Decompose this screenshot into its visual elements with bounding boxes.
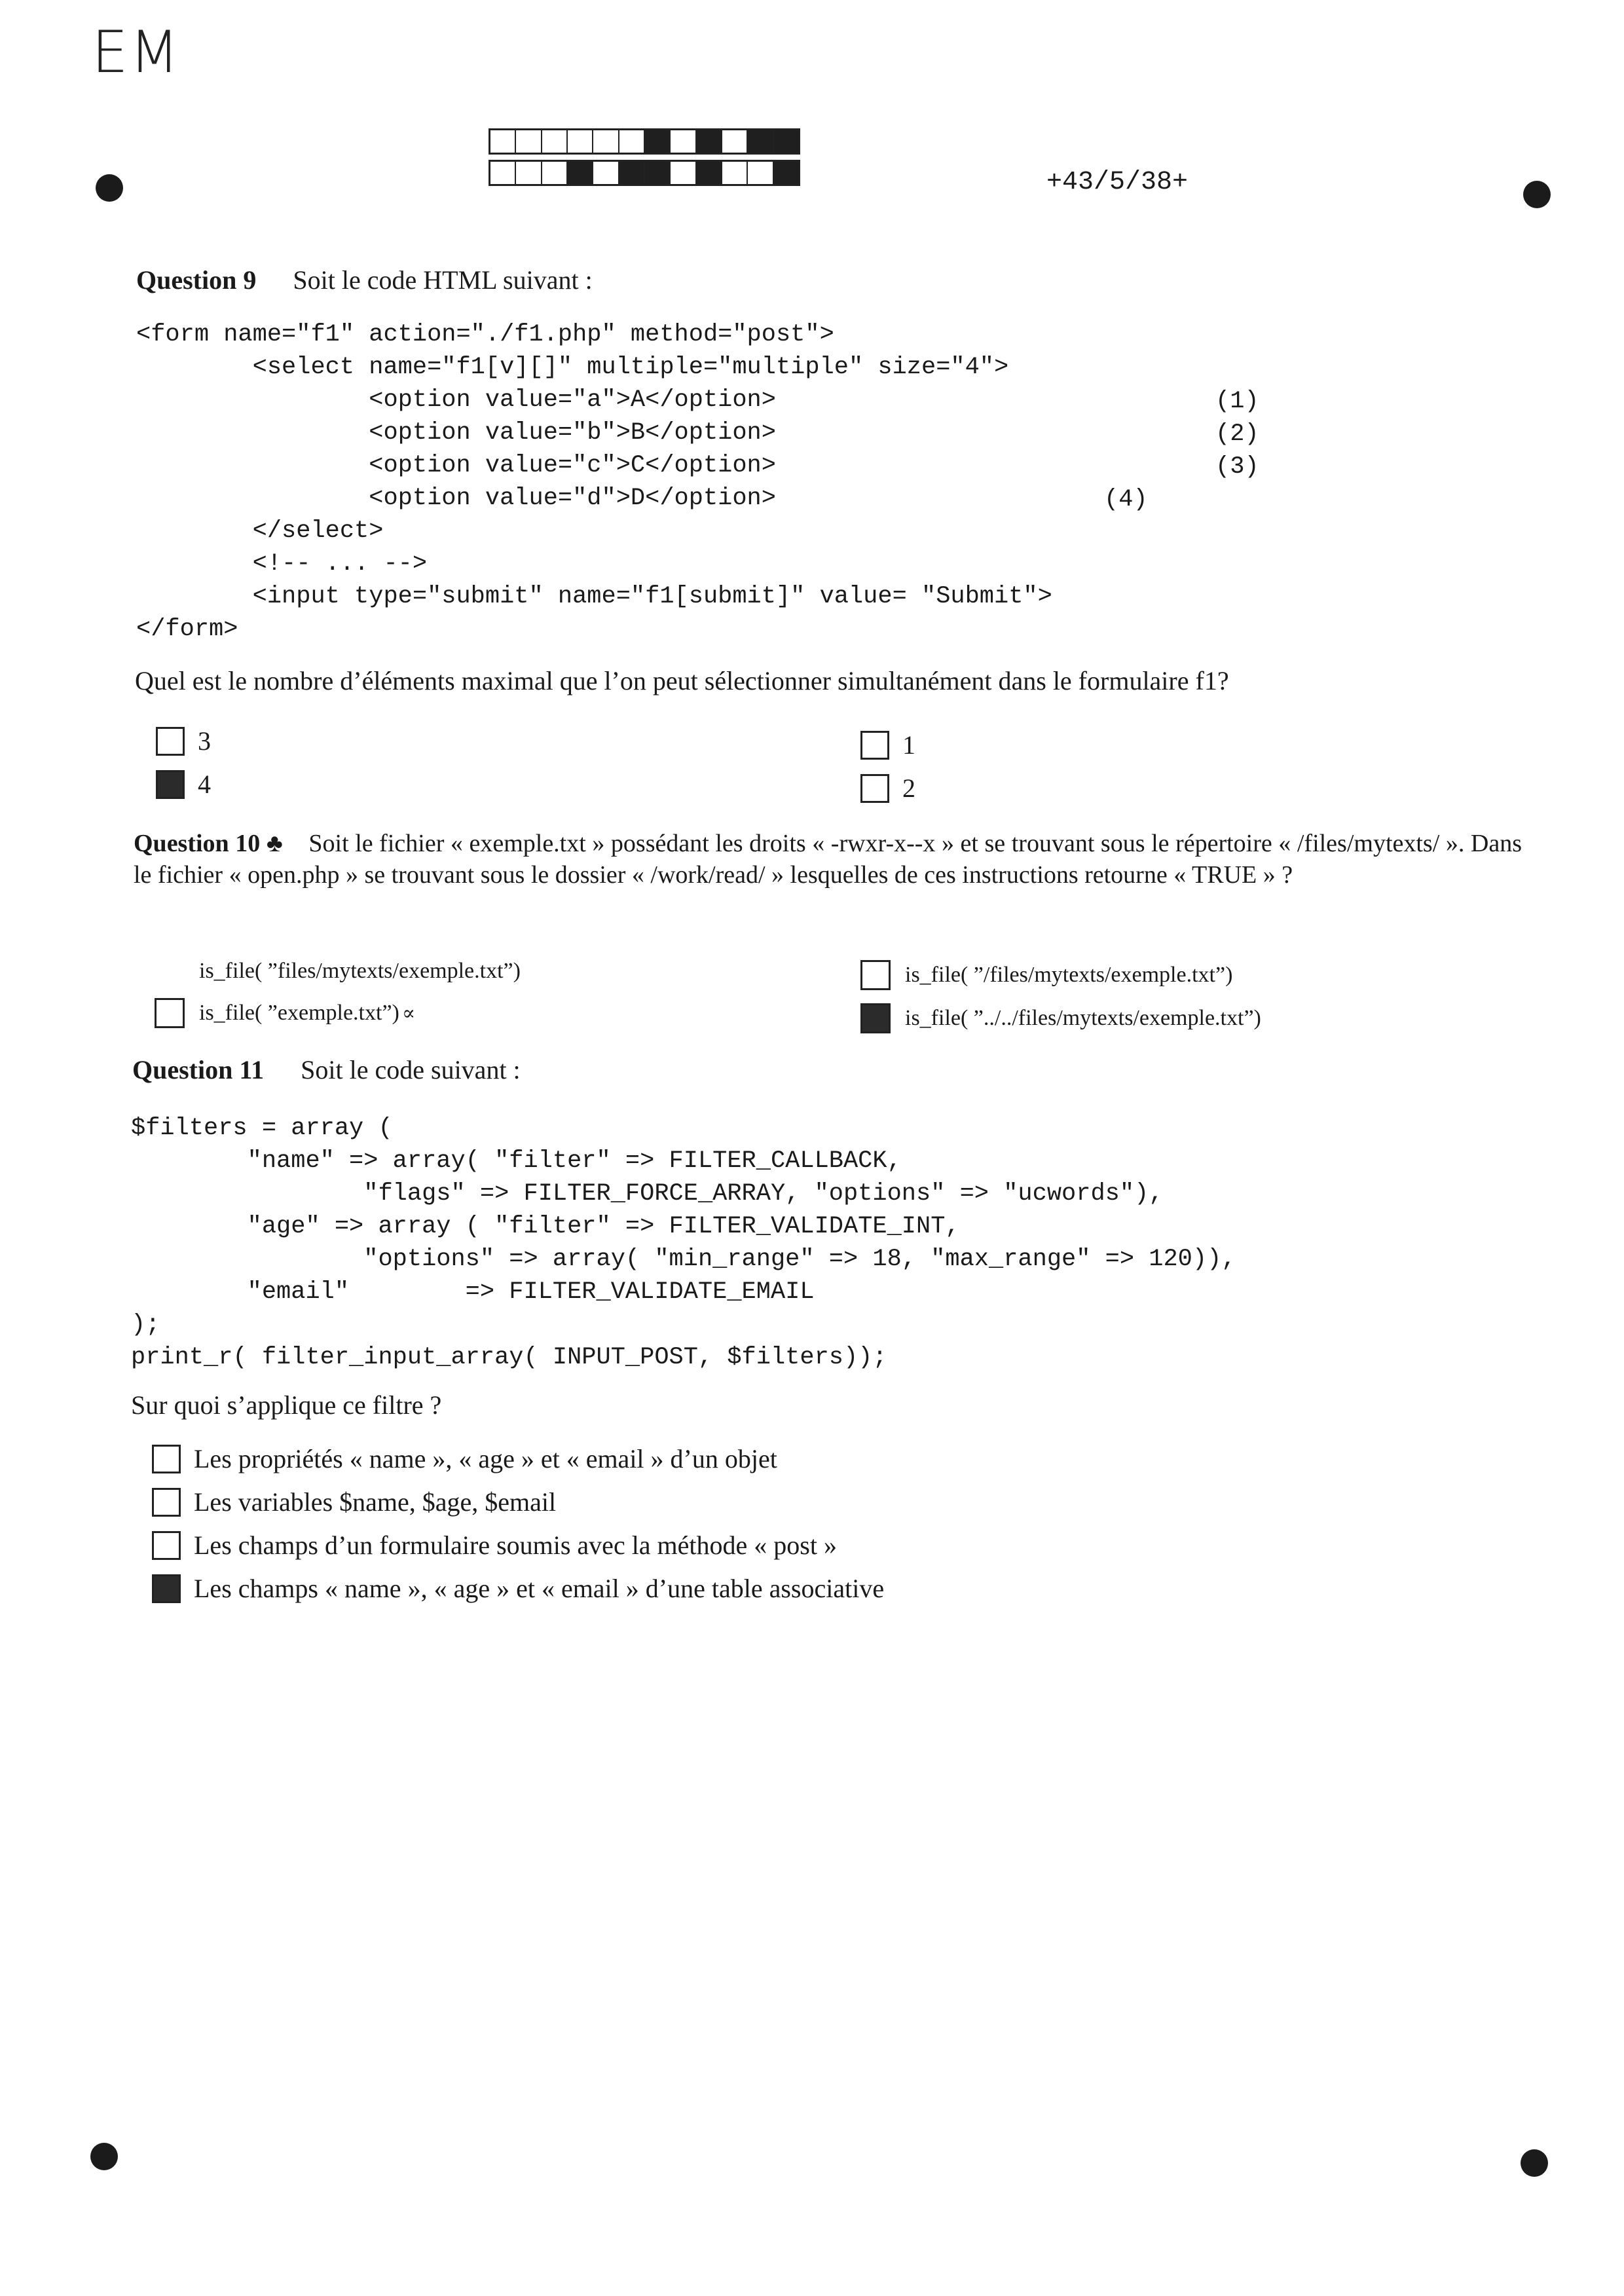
choice-label: 1 [902,730,915,760]
q9-choice[interactable] [860,730,915,760]
corner-dot-bottom-left [90,2143,118,2170]
barcode-cell [593,162,619,184]
handwritten-initials: EM [92,18,181,86]
corner-dot-top-left [96,174,123,202]
barcode-cell [748,130,773,153]
q11-choice[interactable] [152,1573,884,1604]
choice-label: 2 [902,773,915,803]
choice-label: Les champs d’un formulaire soumis avec la méthode « post » [194,1530,837,1560]
checkbox[interactable] [152,1488,181,1517]
q9-marker-1: (1) [1215,388,1259,415]
checkbox[interactable] [155,998,185,1028]
checkbox[interactable] [152,1574,181,1603]
barcode-cell [490,130,516,153]
q11-heading [132,1054,521,1085]
checkbox[interactable] [860,774,889,803]
q11-choice[interactable] [152,1530,837,1561]
barcode-cell [697,162,722,184]
q9-marker-2: (2) [1215,420,1259,448]
barcode-cell [774,162,798,184]
barcode-cell [645,130,671,153]
checkbox[interactable] [860,960,891,990]
checkbox[interactable] [152,1445,181,1473]
q9-choice[interactable] [860,773,915,804]
barcode-cell [748,162,773,184]
checkbox[interactable] [860,731,889,760]
checkbox[interactable] [156,770,185,799]
club-icon: ♣ [266,830,283,857]
q10-choice[interactable] [860,1003,1261,1033]
barcode-bottom-row [489,160,800,186]
barcode-cell [645,162,671,184]
q11-choice[interactable] [152,1487,556,1517]
choice-label: is_file( ”../../files/mytexts/exemple.txt”) [905,1006,1261,1030]
barcode-cell [671,162,696,184]
q10-choice[interactable] [860,960,1232,990]
checkbox[interactable] [155,956,185,986]
barcode-cell [619,162,645,184]
barcode-cell [619,130,645,153]
barcode-cell [516,162,542,184]
barcode-top-row [489,128,800,155]
q10-label: Question 10 [134,830,261,857]
barcode-cell [722,130,748,153]
barcode-cell [774,130,798,153]
barcode-cell [593,130,619,153]
choice-label: is_file( ”files/mytexts/exemple.txt”) [199,959,521,983]
choice-label: Les variables $name, $age, $email [194,1487,557,1517]
q11-code-block: $filters = array ( "name" => array( "filter" => FILTER_CALLBACK, "flags" => FILTER_FORCE_ARRAY, "options" => "ucwords"), "age" => array ( "filter" => FILTER_VALIDATE_INT, "options" => array( "min_range" => 18, "max_range" => 120)), "email" => FILTER_VALIDATE_EMAIL ); print_r( filter_input_array( INPUT_POST, $filters)); [131,1115,1236,1371]
handwritten-mark: ∝ [401,1002,416,1024]
q11-prompt: Sur quoi s’applique ce filtre ? [131,1390,442,1420]
choice-label: is_file( ”/files/mytexts/exemple.txt”) [905,963,1233,987]
choice-label: 3 [198,726,211,756]
corner-dot-top-right [1523,181,1551,208]
q9-prompt: Quel est le nombre d’éléments maximal que l’on peut sélectionner simultanément dans le formulaire f1? [135,666,1229,695]
q9-choice[interactable] [156,726,211,756]
checkbox[interactable] [156,727,185,756]
q9-marker-3: (3) [1215,453,1259,481]
q9-marker-4: (4) [1104,486,1148,513]
barcode-cell [542,130,568,153]
q11-text: Soit le code suivant : [301,1055,521,1084]
barcode-cell [542,162,568,184]
q9-code-block: <form name="f1" action="./f1.php" method="post"> <select name="f1[v][]" multiple="multiple" size="4"> <option value="a">A</option> <option value="b">B</option> <option value="c">C</option> <option value="d">D</option> </select> <!-- ... --> <input type="submit" name="f1[submit]" value= "Submit"> </form> [136,321,1052,643]
barcode-cell [568,130,593,153]
choice-label: Les propriétés « name », « age » et « email » d’un objet [194,1444,777,1473]
q11-label: Question 11 [132,1055,265,1084]
barcode-cell [697,130,722,153]
barcode-cell [568,162,593,184]
q10-choice[interactable] [155,998,415,1028]
q9-choice[interactable] [156,769,211,800]
barcode-cell [722,162,748,184]
choice-label: Les champs « name », « age » et « email » d’une table associative [194,1574,885,1603]
q9-heading [136,265,593,295]
barcode-cell [516,130,542,153]
corner-dot-bottom-right [1521,2149,1548,2177]
q10-heading [134,828,1522,891]
barcode-cell [671,130,696,153]
q9-label: Question 9 [136,265,257,295]
choice-label: is_file( ”exemple.txt”) [199,1001,399,1025]
checkbox[interactable] [152,1531,181,1560]
q10-text: Soit le fichier « exemple.txt » possédant les droits « -rwxr-x--x » et se trouvant sous le répertoire « /files/mytexts/ ». Dans le fichier « open.php » se trouvant sous le dossier « /work/read/ » lesquelles de ces instructions retourne « TRUE » ? [134,830,1522,889]
q11-choice[interactable] [152,1443,777,1474]
q10-choice[interactable] [155,956,521,986]
q9-text: Soit le code HTML suivant : [293,265,593,295]
choice-label: 4 [198,769,211,799]
barcode-cell [490,162,516,184]
page-id: +43/5/38+ [1046,168,1189,197]
checkbox[interactable] [860,1003,891,1033]
